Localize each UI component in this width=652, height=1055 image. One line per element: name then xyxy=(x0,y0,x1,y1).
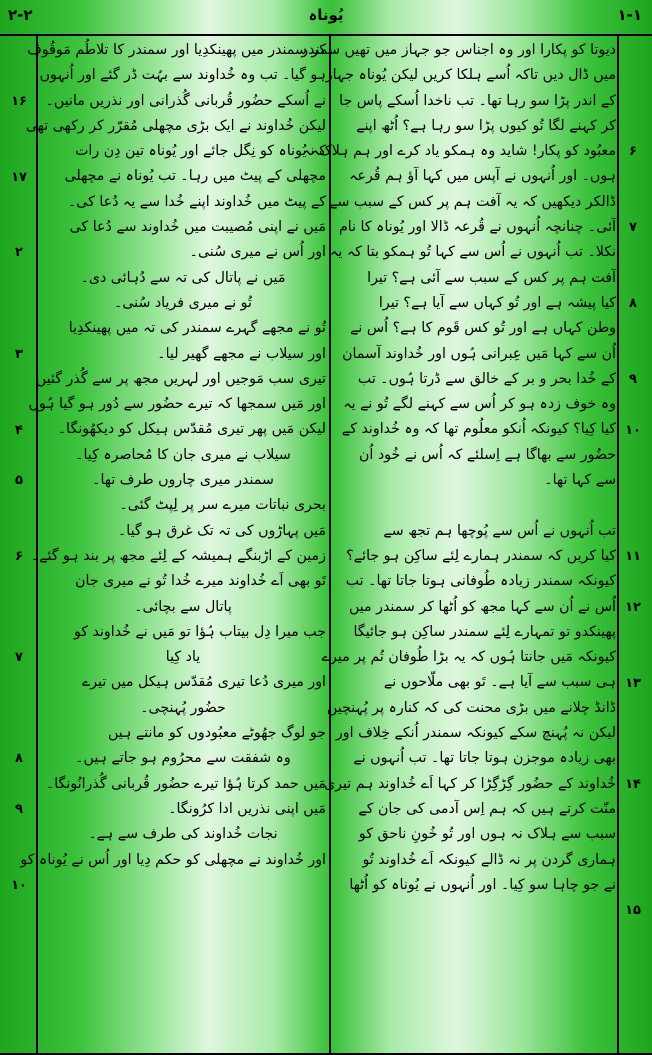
verse-number: ۱۷ xyxy=(11,169,27,185)
text-line: لیکن نہ پُہنچ سکے کیونکہ سمندر اُنکے خِلاف اور xyxy=(335,725,616,742)
text-line: ہو گیا۔ تب وہ خُداوند سے بہُت ڈر گئے اور اُنہوں xyxy=(39,67,326,84)
text-line: تب اُنہوں نے اُس سے پُوچھا ہم تجھ سے xyxy=(383,522,616,539)
text-line: لیکن خُداوند نے ایک بڑی مچھلی مُقرّر کر رکھی تھی xyxy=(25,117,326,134)
text-line: تیری سب مَوجیں اور لہریں مجھ پر سے گُذر گئیں xyxy=(35,370,326,387)
text-line: سبب سے ہلاک نہ ہوں اور تُو خُونِ ناحق کو xyxy=(358,826,616,843)
text-line: وہ شفقت سے محرُوم ہو جاتے ہیں۔ xyxy=(75,750,291,767)
text-line: اور سیلاب نے مجھے گھیر لیا۔ xyxy=(157,345,326,362)
text-line: کر کہنے لگا تُو کیوں پڑا سو رہا ہے؟ اُٹھ اپنے xyxy=(356,117,616,134)
text-line: مَیں نے پاتال کی تہ سے دُہائی دی۔ xyxy=(80,269,286,286)
text-line: اُس نے اُن سے کہا مجھ کو اُٹھا کر سمندر میں xyxy=(348,598,616,615)
verse-number: ۸ xyxy=(629,296,637,311)
text-line: جو لوگ جھُوٹے معبُودوں کو مانتے ہیں xyxy=(108,725,326,742)
text-line: اور خُداوند نے مچھلی کو حکم دِیا اور اُس نے یُوناہ کو xyxy=(20,851,326,868)
page-number: ۲-۲ xyxy=(8,6,33,24)
text-line: اور اُس نے میری سُنی۔ xyxy=(189,244,326,261)
text-line: وطن کہاں ہے اور تُو کس قَوم کا ہے؟ اُس نے xyxy=(350,320,616,337)
left-text-column xyxy=(20,38,326,873)
text-line: حضُور پُہنچی۔ xyxy=(140,699,226,716)
verse-number: ۳ xyxy=(15,346,23,362)
text-line: ہماری گردن پر نہ ڈالے کیونکہ اَے خُداوند تُو xyxy=(362,851,616,868)
text-line: سے کہا تھا۔ xyxy=(544,472,616,489)
text-line: کیا کِیا؟ کیونکہ اُنکو معلُوم تھا کہ وہ خُداوند کے xyxy=(341,421,616,438)
text-line: پھینکدو تو تمہارے لِئے سمندر ساکِن ہو جائیگا xyxy=(353,623,616,640)
text-line: مَیں حمد کرتا ہُؤا تیرے حضُور قُربانی گُذرانُونگا۔ xyxy=(45,775,326,792)
text-line: کہ یُوناہ کو نِگل جائے اور یُوناہ تین دِن رات xyxy=(75,143,326,160)
text-line: آئی۔ چنانچہ اُنہوں نے قُرعہ ڈالا اور یُوناہ کا نام xyxy=(338,219,616,236)
right-margin-rule xyxy=(617,36,619,1053)
text-line: مچھلی کے پیٹ میں رہا۔ تب یُوناہ نے مچھلی xyxy=(64,168,326,185)
text-line: کے پیٹ میں خُداوند اپنے خُدا سے یہ دُعا کی۔ xyxy=(67,193,326,210)
text-line: معبُود کو پکار! شاید وہ ہمکو یاد کرے اور ہم ہلاک نہ xyxy=(302,143,616,160)
verse-number: ۱۶ xyxy=(11,93,27,109)
text-line: میں ڈال دیں تاکہ اُسے ہلکا کریں لیکن یُوناہ جہاز xyxy=(325,67,616,84)
text-line: مَیں پہاڑوں کی تہ تک غرق ہو گیا۔ xyxy=(117,522,326,539)
text-line: منّت کرتے ہیں کہ ہم اِس آدمی کی جان کے xyxy=(358,800,616,817)
verse-number: ۸ xyxy=(15,751,23,767)
text-line: کے خُدا بحر و بر کے خالق سے ڈرتا ہُوں۔ تب xyxy=(357,370,616,387)
text-line: کیا پیشہ ہے اور تُو کہاں سے آیا ہے؟ تیرا xyxy=(378,294,616,311)
text-line: کے اندر پڑا سو رہا تھا۔ تب ناخدا اُسکے پاس جا xyxy=(339,92,616,109)
chapter-range: ۱-۱ xyxy=(617,6,642,24)
text-line: تَو بھی اَے خُداوند میرے خُدا تُو نے میری جان xyxy=(75,573,326,590)
text-line: بھی زیادہ موجزن ہوتا جاتا تھا۔ تب اُنہوں نے xyxy=(353,750,616,767)
verse-number: ۷ xyxy=(15,650,23,666)
verse-number: ۱۴ xyxy=(625,776,641,792)
text-line: دیوتا کو پکارا اور وہ اجناس جو جہاز میں تھیں سمندر xyxy=(301,42,616,58)
verse-number: ۶ xyxy=(629,144,637,160)
text-line: اور مَیں سمجھا کہ تیرے حضُور سے دُور ہو گیا ہُوں xyxy=(28,396,326,413)
verse-number: ۲ xyxy=(15,245,23,261)
text-line: سیلاب نے میری جان کا مُحاصرہ کِیا۔ xyxy=(75,446,291,463)
text-line: مَیں نے اپنی مُصیبت میں خُداوند سے دُعا کی xyxy=(69,219,326,236)
text-line xyxy=(334,493,616,518)
page-header xyxy=(0,0,652,36)
text-line: نجات خُداوند کی طرف سے ہے۔ xyxy=(88,826,278,843)
text-line: کیونکہ سمندر زیادہ طُوفانی ہوتا جاتا تھا۔ تب xyxy=(345,573,616,590)
text-line: نے جو چاہا سو کِیا۔ اور اُنہوں نے یُوناہ کو اُٹھا xyxy=(349,876,616,893)
verse-number: ۶ xyxy=(15,549,23,564)
verse-number: ۹ xyxy=(15,802,23,817)
text-line: ہی سبب سے آیا ہے۔ تَو بھی ملّاحوں نے xyxy=(383,674,616,691)
text-line: لیکن مَیں پھر تیری مُقدّس ہیکل کو دیکھُونگا۔ xyxy=(57,421,326,438)
text-line: نے اُسکے حضُور قُربانی گُذرانی اور نذریں مانیں۔ xyxy=(45,92,326,109)
text-line: اُن سے کہا مَیں عِبرانی ہُوں اور خُداوند آسمان xyxy=(342,345,616,362)
text-line: وہ خوف زدہ ہو کر اُس سے کہنے لگے تُو نے یہ xyxy=(343,396,616,413)
verse-number: ۴ xyxy=(15,422,23,438)
text-line: نکلا۔ تب اُنہوں نے اُس سے کہا تُو ہمکو بتا کہ یہ xyxy=(330,244,616,261)
text-line: کر سمندر میں پھینکدِیا اور سمندر کا تلاطُم مَوقُوف xyxy=(27,42,326,58)
text-line: تُو نے مجھے گہرے سمندر کی تہ میں پھینکدِیا xyxy=(68,320,326,337)
text-line: آفت ہم پر کس کے سبب سے آئی ہے؟ تیرا xyxy=(367,269,616,286)
verse-number: ۱۵ xyxy=(625,903,641,919)
text-line: بحری نباتات میرے سر پر لِپٹ گئی۔ xyxy=(119,497,326,514)
verse-number: ۱۰ xyxy=(625,422,641,438)
text-line: سمندر میری چاروں طرف تھا۔ xyxy=(92,472,274,489)
text-line: ہوں۔ اور اُنہوں نے آپس میں کہا آؤ ہم قُرعہ xyxy=(349,168,616,185)
text-line: یاد کِیا xyxy=(165,649,201,666)
right-text-column xyxy=(301,38,616,898)
text-line: خُداوند کے حضُور گِڑگِڑا کر کہا اَے خُداوند ہم تیری xyxy=(324,775,616,792)
verse-number: ۹ xyxy=(629,371,637,387)
verse-number: ۵ xyxy=(15,473,23,489)
text-line: اور میری دُعا تیری مُقدّس ہیکل میں تیرے xyxy=(81,674,326,691)
verse-number: ۱۳ xyxy=(625,675,641,691)
book-title: یُوناہ xyxy=(308,6,344,24)
text-line: کیا کریں کہ سمندر ہمارے لِئے ساکِن ہو جائے؟ xyxy=(346,547,616,564)
text-line: تُو نے میری فریاد سُنی۔ xyxy=(114,294,252,311)
text-line: ڈانڈ چلانے میں بڑی محنت کی کہ کنارہ پر پُہنچیں xyxy=(326,699,616,716)
verse-number: ۱۰ xyxy=(11,877,27,893)
verse-number: ۱۱ xyxy=(625,549,641,564)
text-line: جب میرا دِل بیتاب ہُؤا تو مَیں نے خُداوند کو xyxy=(73,623,326,640)
column-divider xyxy=(329,36,331,1053)
verse-number: ۷ xyxy=(629,220,637,236)
text-line: کیونکہ مَیں جانتا ہُوں کہ یہ بڑا طُوفان تُم پر میرے xyxy=(321,649,616,666)
text-line: حضُور سے بھاگا ہے اِسلئے کہ اُس نے خُود اُن xyxy=(358,446,616,463)
text-line: زمین کے اڑبنگے ہمیشہ کے لِئے مجھ پر بند ہو گئے۔ xyxy=(30,547,326,564)
text-line: ڈالکر دیکھیں کہ یہ آفت ہم پر کس کے سبب سے xyxy=(329,193,616,210)
verse-number: ۱۲ xyxy=(625,599,641,615)
text-line: مَیں اپنی نذریں ادا کرُونگا۔ xyxy=(168,800,326,817)
text-line: پاتال سے بچائی۔ xyxy=(134,598,232,615)
